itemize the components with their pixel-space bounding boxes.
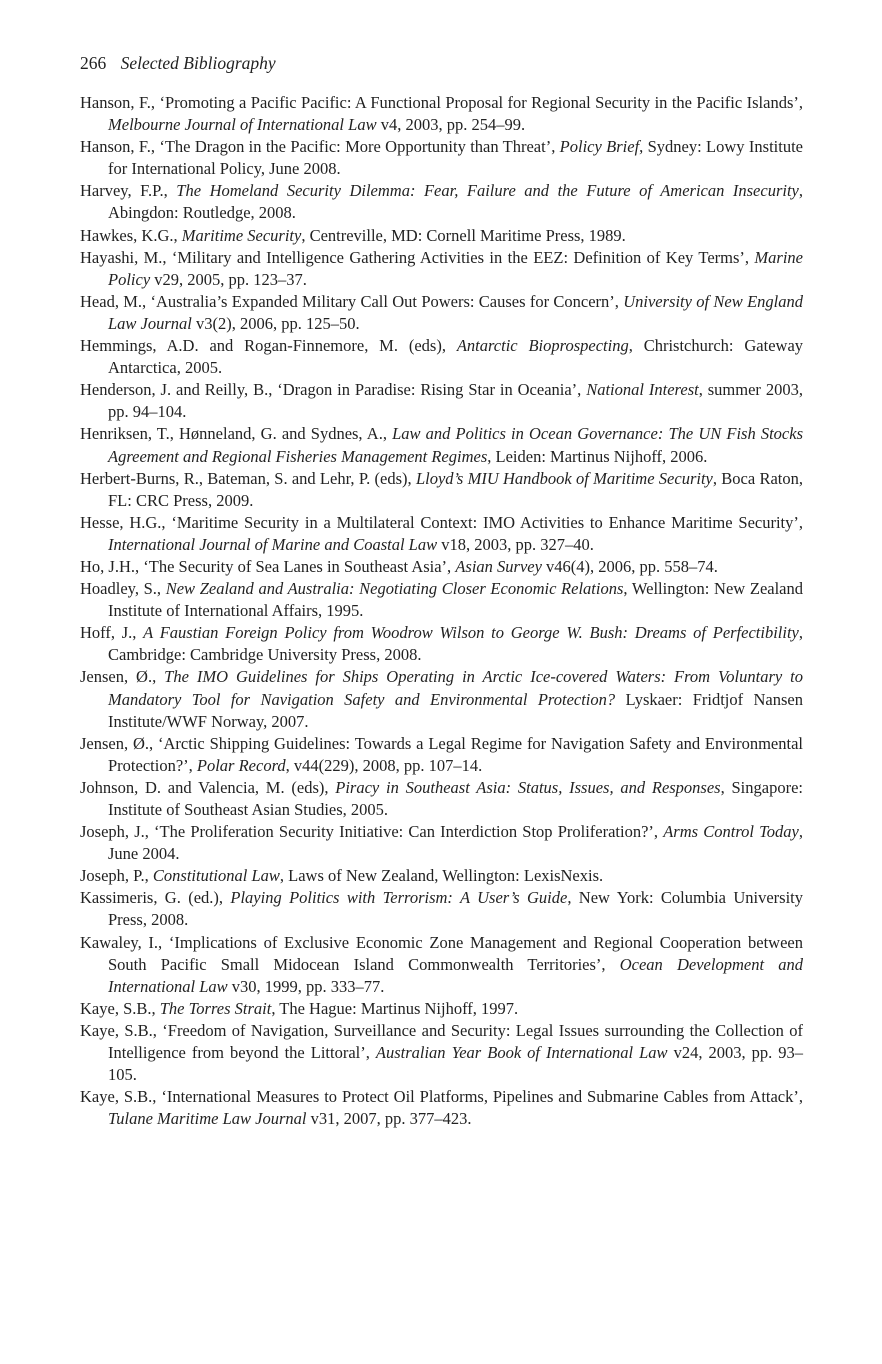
entry-title-italic: Asian Survey (455, 556, 542, 576)
entry-title-italic: National Interest (586, 380, 699, 400)
bibliography-entry (80, 512, 803, 556)
page-header (80, 52, 276, 74)
bibliography-entry (80, 335, 803, 379)
entry-text: , summer 2003, pp. 94–104. (108, 380, 803, 422)
bibliography-entry (80, 556, 803, 578)
bibliography-list (80, 92, 803, 1130)
running-title: Selected Bibliography (120, 53, 276, 73)
bibliography-entry (80, 578, 803, 622)
bibliography-entry (80, 379, 803, 423)
entry-title-italic: New Zealand and Australia: Negotiating Closer Economic Relations (165, 579, 624, 599)
entry-text: Kaye, S.B., ‘International Measures to Protect Oil Platforms, Pipelines and Submarine Cables from Attack’, (80, 1087, 803, 1107)
bibliography-entry (80, 468, 803, 512)
entry-text: Head, M., ‘Australia’s Expanded Military Call Out Powers: Causes for Concern’, (80, 291, 624, 311)
bibliography-entry (80, 92, 803, 136)
entry-text: Kaye, S.B., (80, 998, 160, 1018)
entry-text: Kawaley, I., ‘Implications of Exclusive Economic Zone Management and Regional Cooperation between South Pacific Small Midocean Island Commonwealth Territories’, (80, 932, 803, 974)
entry-text: Henriksen, T., Hønneland, G. and Sydnes, A., (80, 424, 393, 444)
entry-text: Hoadley, S., (80, 579, 166, 599)
entry-text: , Christchurch: Gateway Antarctica, 2005. (108, 336, 804, 378)
entry-text: , Boca Raton, FL: CRC Press, 2009. (108, 468, 803, 510)
entry-text: v24, 2003, pp. 93–105. (108, 1043, 803, 1085)
entry-text: Kassimeris, G. (ed.), (80, 888, 231, 908)
entry-text: , Wellington: New Zealand Institute of International Affairs, 1995. (108, 579, 803, 621)
entry-text: Hanson, F., ‘Promoting a Pacific Pacific: A Functional Proposal for Regional Security in the Pacific Islands’, (80, 93, 803, 112)
bibliography-entry (80, 423, 803, 467)
entry-title-italic: Policy Brief (559, 137, 640, 157)
entry-text: Jensen, Ø., ‘Arctic Shipping Guidelines: Towards a Legal Regime for Navigation Safety and Environmental Protection?’, (80, 733, 803, 775)
bibliography-entry (80, 733, 803, 777)
bibliography-entry (80, 291, 803, 335)
entry-text: Johnson, D. and Valencia, M. (eds), (80, 777, 336, 797)
entry-title-italic: Polar Record (196, 755, 286, 775)
bibliography-entry (80, 666, 803, 732)
entry-text: v4, 2003, pp. 254–99. (376, 115, 526, 135)
bibliography-entry (80, 887, 803, 931)
entry-title-italic: Piracy in Southeast Asia: Status, Issues, and Responses (335, 777, 721, 797)
entry-text: , June 2004. (108, 822, 803, 864)
entry-text: Hemmings, A.D. and Rogan-Finnemore, M. (eds), (80, 336, 457, 356)
entry-text: v30, 1999, pp. 333–77. (227, 976, 385, 996)
entry-text: Joseph, J., ‘The Proliferation Security Initiative: Can Interdiction Stop Proliferation?’, (80, 822, 664, 842)
entry-title-italic: Australian Year Book of International Law (375, 1043, 668, 1063)
entry-title-italic: A Faustian Foreign Policy from Woodrow Wilson to George W. Bush: Dreams of Perfectibility (143, 623, 799, 643)
entry-text: Henderson, J. and Reilly, B., ‘Dragon in Paradise: Rising Star in Oceania’, (80, 380, 587, 400)
entry-text: Lyskaer: Fridtjof Nansen Institute/WWF Norway, 2007. (108, 689, 804, 731)
entry-title-italic: Lloyd’s MIU Handbook of Maritime Security (415, 468, 713, 488)
bibliography-entry (80, 136, 803, 180)
entry-text: Hesse, H.G., ‘Maritime Security in a Multilateral Context: IMO Activities to Enhance Maritime Security’, (80, 512, 803, 532)
entry-text: v46(4), 2006, pp. 558–74. (541, 556, 718, 576)
entry-text: v3(2), 2006, pp. 125–50. (191, 313, 360, 333)
entry-title-italic: Arms Control Today (663, 822, 799, 842)
bibliography-entry (80, 865, 803, 887)
bibliography-entry (80, 932, 803, 998)
entry-text: v31, 2007, pp. 377–423. (306, 1109, 472, 1129)
entry-text: , Leiden: Martinus Nijhoff, 2006. (487, 446, 708, 466)
entry-text: Jensen, Ø., (80, 667, 165, 687)
bibliography-entry (80, 821, 803, 865)
entry-title-italic: International Journal of Marine and Coastal Law (108, 534, 438, 554)
entry-text: Herbert-Burns, R., Bateman, S. and Lehr, P. (eds), (80, 468, 416, 488)
entry-text: , Sydney: Lowy Institute for International Policy, June 2008. (108, 137, 803, 179)
entry-title-italic: Tulane Maritime Law Journal (108, 1109, 307, 1129)
entry-text: Hayashi, M., ‘Military and Intelligence Gathering Activities in the EEZ: Definition of Key Terms’, (80, 247, 755, 267)
bibliography-entry (80, 622, 803, 666)
entry-text: Kaye, S.B., ‘Freedom of Navigation, Surveillance and Security: Legal Issues surrounding the Collection of Intelligence from beyond the Littoral’, (80, 1020, 803, 1063)
entry-text: , Cambridge: Cambridge University Press, 2008. (108, 623, 803, 665)
entry-text: Joseph, P., (80, 866, 153, 886)
entry-text: Hanson, F., ‘The Dragon in the Pacific: More Opportunity than Threat’, (80, 137, 560, 157)
entry-text: , Singapore: Institute of Southeast Asian Studies, 2005. (108, 777, 803, 819)
entry-title-italic: Constitutional Law (152, 866, 280, 886)
entry-text: , Laws of New Zealand, Wellington: LexisNexis. (279, 866, 604, 886)
entry-title-italic: Playing Politics with Terrorism: A User’s Guide (230, 888, 568, 908)
entry-title-italic: The Homeland Security Dilemma: Fear, Failure and the Future of American Insecurity (176, 181, 799, 201)
page-number: 266 (80, 53, 107, 73)
entry-text: , New York: Columbia University Press, 2008. (108, 888, 804, 930)
entry-text: v18, 2003, pp. 327–40. (437, 534, 594, 554)
bibliography-entry (80, 1020, 803, 1086)
entry-title-italic: University of New England Law Journal (108, 291, 803, 333)
entry-text: Harvey, F.P., (80, 181, 177, 201)
entry-title-italic: Antarctic Bioprospecting (456, 336, 629, 356)
entry-text: , v44(229), 2008, pp. 107–14. (285, 755, 483, 775)
entry-text: Ho, J.H., ‘The Security of Sea Lanes in Southeast Asia’, (80, 556, 456, 576)
entry-title-italic: The IMO Guidelines for Ships Operating in Arctic Ice-covered Waters: From Voluntary to Mandatory Tool for Navigation Safety and Environmental Protection? (108, 667, 803, 709)
entry-text: , Abingdon: Routledge, 2008. (108, 181, 803, 223)
entry-title-italic: Marine Policy (108, 247, 803, 289)
bibliography-entry (80, 998, 803, 1020)
bibliography-entry (80, 1086, 803, 1130)
bibliography-entry (80, 247, 803, 291)
bibliography-entry (80, 777, 803, 821)
entry-title-italic: Maritime Security (181, 225, 302, 245)
entry-title-italic: The Torres Strait (159, 998, 272, 1018)
entry-text: , Centreville, MD: Cornell Maritime Press, 1989. (301, 225, 626, 245)
bibliography-entry (80, 225, 803, 247)
entry-text: v29, 2005, pp. 123–37. (150, 269, 307, 289)
entry-title-italic: Melbourne Journal of International Law (108, 115, 377, 135)
bibliography-entry (80, 180, 803, 224)
entry-title-italic: Ocean Development and International Law (108, 954, 803, 996)
entry-text: Hoff, J., (80, 623, 144, 643)
entry-text: , The Hague: Martinus Nijhoff, 1997. (271, 998, 519, 1018)
entry-title-italic: Law and Politics in Ocean Governance: The UN Fish Stocks Agreement and Regional Fisheries Management Regimes (108, 424, 803, 466)
entry-text: Hawkes, K.G., (80, 225, 182, 245)
